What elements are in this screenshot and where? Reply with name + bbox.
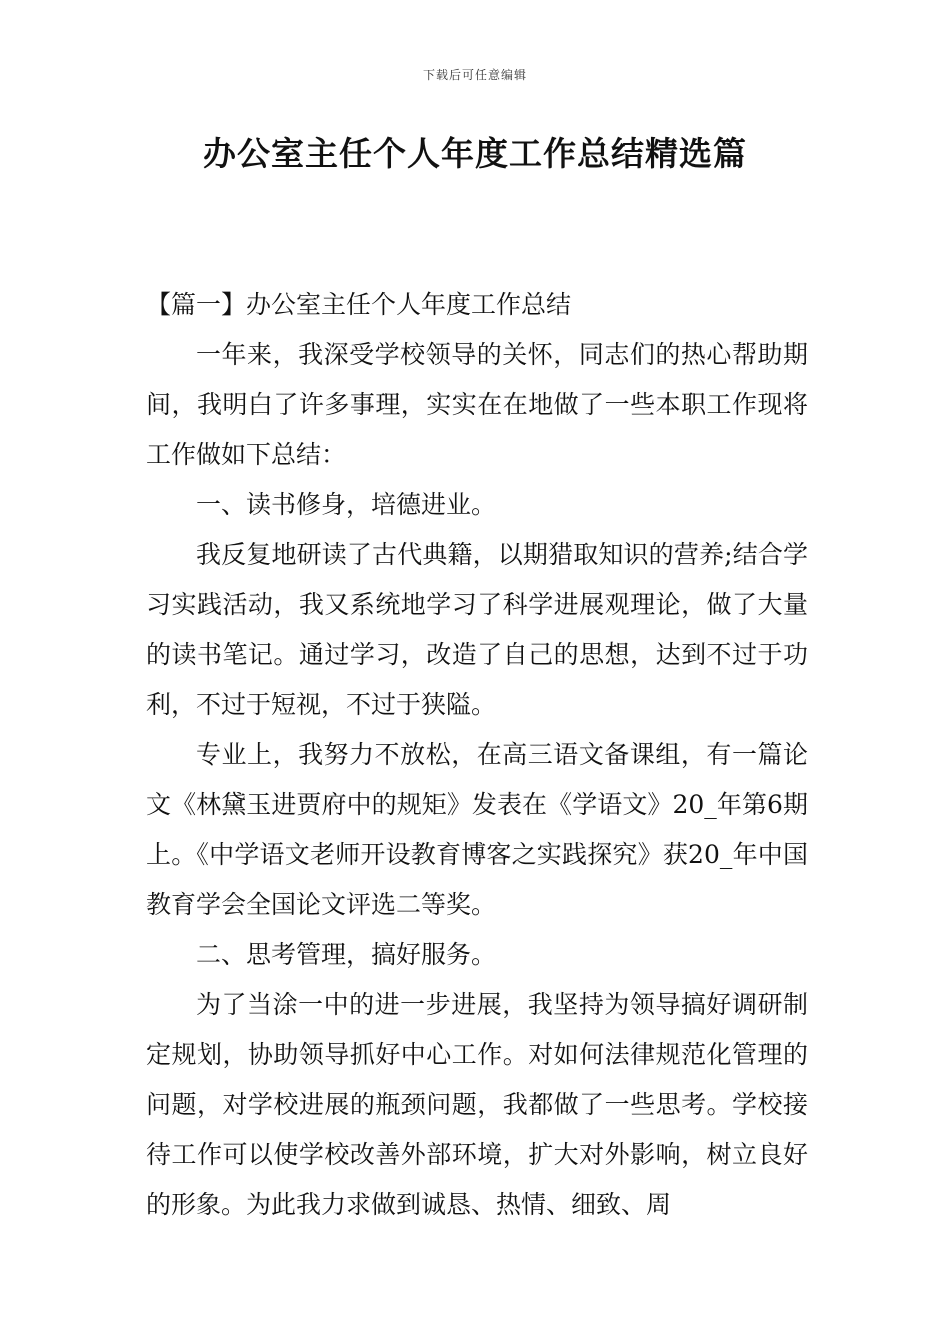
- header-note: 下载后可任意编辑: [422, 68, 527, 82]
- subheading-management: 二、思考管理，搞好服务。: [196, 940, 497, 969]
- subheading-reading: 一、读书修身，培德进业。: [196, 490, 497, 519]
- paragraph-professional: 专业上，我努力不放松，在高三语文备课组，有一篇论文《林黛玉进贾府中的规矩》发表在《学语文》20_年第6期上。《中学语文老师开设教育博客之实践探究》获20_年中国教育学会全国论文评选二等奖。: [146, 740, 808, 919]
- section-heading: 【篇一】办公室主任个人年度工作总结: [146, 290, 572, 319]
- document-title: 办公室主任个人年度工作总结精选篇: [203, 134, 747, 173]
- paragraph-reading: 我反复地研读了古代典籍，以期猎取知识的营养;结合学习实践活动，我又系统地学习了科学进展观理论，做了大量的读书笔记。通过学习，改造了自己的思想，达到不过于功利，不过于短视，不过于狭隘。: [146, 540, 808, 719]
- paragraph-intro: 一年来，我深受学校领导的关怀，同志们的热心帮助期间，我明白了许多事理，实实在在地做了一些本职工作现将工作做如下总结：: [146, 340, 808, 469]
- document-body: [146, 280, 808, 1230]
- paragraph-management: 为了当涂一中的进一步进展，我坚持为领导搞好调研制定规划，协助领导抓好中心工作。对如何法律规范化管理的问题，对学校进展的瓶颈问题，我都做了一些思考。学校接待工作可以使学校改善外部环境，扩大对外影响，树立良好的形象。为此我力求做到诚恳、热情、细致、周: [146, 990, 808, 1219]
